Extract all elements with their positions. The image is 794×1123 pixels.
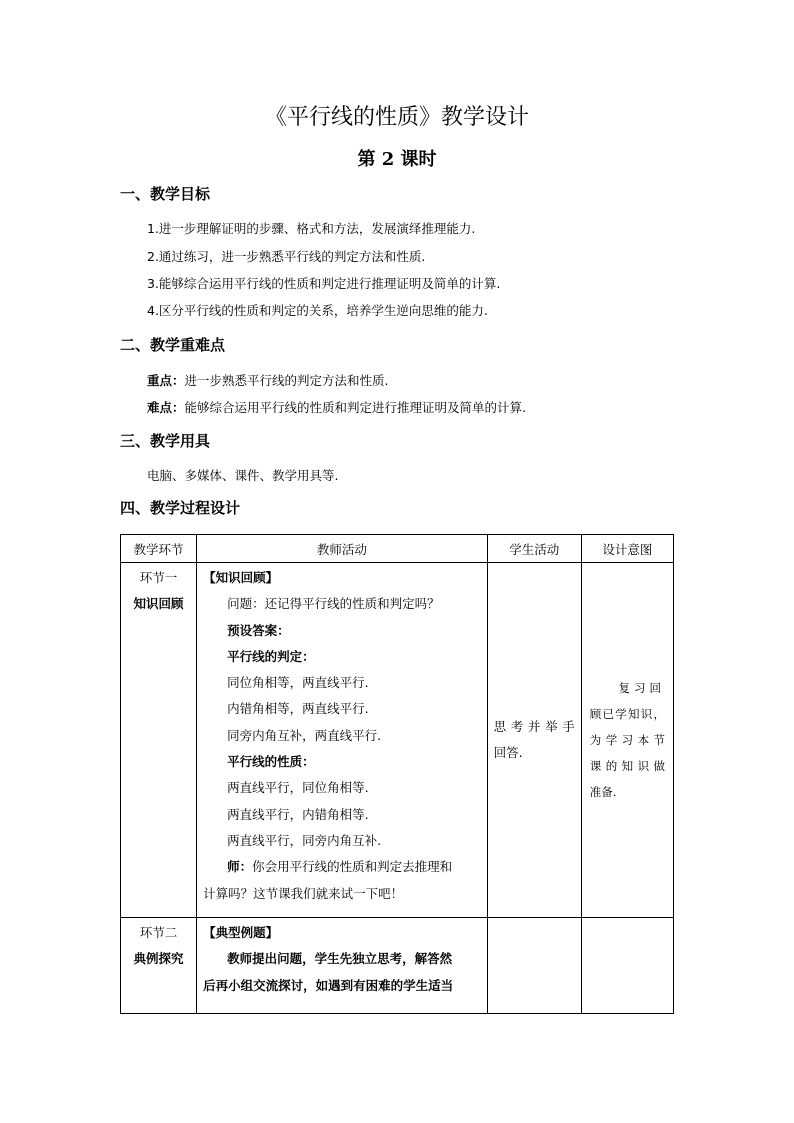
key-point-line	[147, 372, 389, 390]
document-subtitle: 第 2 课时	[357, 149, 437, 170]
table-row	[121, 563, 674, 918]
segment-name: 典例探究	[133, 951, 184, 966]
student-activity-cell	[487, 918, 581, 1014]
activity-line: 同位角相等，两直线平行.	[227, 675, 369, 691]
activity-line: 后再小组交流探讨，如遇到有困难的学生适当	[203, 977, 454, 993]
activity-line: 内错角相等，两直线平行.	[227, 701, 369, 717]
design-intent-cell	[581, 563, 673, 918]
tools-text: 电脑、多媒体、课件、教学用具等.	[147, 468, 339, 483]
difficulty-label: 难点：	[147, 400, 185, 415]
intent-line: 顾已学知识，	[589, 707, 665, 721]
activity-line: 两直线平行，内错角相等.	[227, 806, 369, 822]
key-point-text: 进一步熟悉平行线的判定方法和性质.	[184, 373, 389, 388]
difficulty-line	[147, 399, 526, 417]
segment-number: 环节一	[139, 570, 178, 585]
intent-line: 复习回	[618, 681, 665, 695]
activity-line: 平行线的判定：	[227, 648, 315, 664]
activity-line: 两直线平行，同位角相等.	[227, 780, 369, 796]
objective-item: 4.区分平行线的性质和判定的关系，培养学生逆向思维的能力.	[147, 303, 488, 318]
student-line: 回答.	[493, 745, 523, 760]
header-teacher-activity: 教师活动	[197, 535, 488, 563]
objective-item: 1.进一步理解证明的步骤、格式和方法，发展演绎推理能力.	[147, 221, 476, 236]
teacher-label: 师：	[227, 859, 253, 875]
activity-line	[203, 854, 481, 880]
activity-line: 计算吗？这节课我们就来试一下吧！	[203, 885, 404, 901]
activity-line: 【知识回顾】	[203, 570, 279, 585]
activity-line: 两直线平行，同旁内角互补.	[227, 832, 382, 848]
segment-cell	[121, 563, 197, 918]
student-line: 思考并举手	[493, 719, 575, 734]
activity-line: 同旁内角互补，两直线平行.	[227, 727, 382, 743]
objective-item: 3.能够综合运用平行线的性质和判定进行推理证明及简单的计算.	[147, 276, 501, 291]
design-intent-cell	[581, 918, 673, 1014]
section-heading-process: 四、教学过程设计	[120, 499, 241, 517]
header-segment: 教学环节	[121, 535, 197, 563]
activity-line: 平行线的性质：	[227, 754, 315, 770]
key-point-label: 重点：	[147, 373, 185, 388]
activity-line: 教师提出问题，学生先独立思考，解答然	[227, 951, 453, 967]
activity-line: 问题：还记得平行线的性质和判定吗？	[227, 596, 440, 612]
objective-item: 2.通过练习，进一步熟悉平行线的判定方法和性质.	[147, 249, 426, 264]
activity-line: 预设答案：	[227, 622, 290, 638]
segment-cell	[121, 918, 197, 1014]
teacher-activity-cell	[197, 563, 488, 918]
segment-number: 环节二	[139, 925, 178, 940]
table-header-row	[121, 535, 674, 563]
document-title: 《平行线的性质》教学设计	[264, 105, 529, 130]
table-row	[121, 918, 674, 1014]
teacher-activity-cell	[197, 918, 488, 1014]
section-heading-key-points: 二、教学重难点	[120, 336, 226, 354]
intent-line: 课的知识做	[589, 759, 665, 773]
section-heading-objectives: 一、教学目标	[120, 185, 211, 203]
section-heading-tools: 三、教学用具	[120, 432, 211, 450]
header-student-activity: 学生活动	[487, 535, 581, 563]
intent-line: 准备.	[589, 785, 617, 799]
student-activity-cell	[487, 563, 581, 918]
intent-line: 为学习本节	[589, 733, 665, 747]
teaching-process-table	[120, 534, 674, 1014]
header-design-intent: 设计意图	[581, 535, 673, 563]
difficulty-text: 能够综合运用平行线的性质和判定进行推理证明及简单的计算.	[184, 400, 526, 415]
segment-name: 知识回顾	[133, 596, 184, 611]
teacher-question: 你会用平行线的性质和判定去推理和	[252, 859, 453, 875]
activity-line: 【典型例题】	[203, 925, 279, 940]
